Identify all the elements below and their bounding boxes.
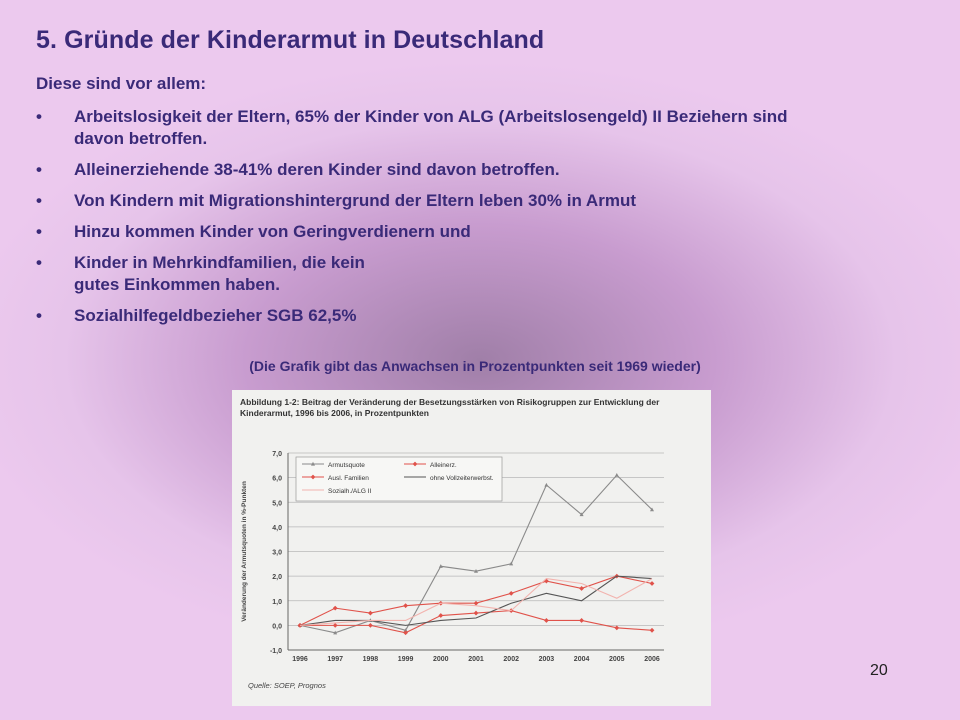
data-point <box>509 591 514 596</box>
bullet-dot: • <box>36 107 42 126</box>
bullet-dot: • <box>36 222 42 241</box>
y-tick-label: 4,0 <box>272 524 282 532</box>
bullet-text: Von Kindern mit Migrationshintergrund der Eltern leben 30% in Armut <box>74 191 636 210</box>
x-tick-label: 2003 <box>538 656 555 663</box>
data-point <box>403 603 408 608</box>
y-tick-label: 1,0 <box>272 598 282 606</box>
bullet-text: Arbeitslosigkeit der Eltern, 65% der Kinder von ALG (Arbeitslosengeld) II Beziehern sind davon betroffen. <box>74 107 788 148</box>
x-tick-label: 1999 <box>397 656 414 663</box>
data-point <box>579 586 584 591</box>
data-point <box>509 562 513 566</box>
data-point <box>368 611 373 616</box>
bullet-item <box>36 190 836 212</box>
data-point <box>650 628 655 633</box>
bullet-list <box>36 106 836 336</box>
page-number: 20 <box>870 662 888 679</box>
x-tick-label: 2001 <box>468 656 484 663</box>
bullet-item <box>36 221 836 243</box>
chart-figure <box>232 390 711 706</box>
bullet-item <box>36 305 836 327</box>
y-tick-label: -1,0 <box>269 648 282 655</box>
data-point <box>615 473 619 477</box>
bullet-text: Alleinerziehende 38-41% deren Kinder sind davon betroffen. <box>74 160 560 179</box>
x-tick-label: 1997 <box>327 656 343 663</box>
bullet-dot: • <box>36 191 42 210</box>
x-tick-label: 1996 <box>292 656 308 663</box>
data-point <box>474 611 479 616</box>
legend-label: Ausl. Familien <box>328 475 369 482</box>
data-point <box>650 581 655 586</box>
bullet-dot: • <box>36 160 42 179</box>
bullet-item <box>36 252 836 296</box>
data-point <box>333 623 338 628</box>
bullet-dot: • <box>36 253 42 272</box>
x-tick-label: 2004 <box>573 656 590 663</box>
x-tick-label: 1998 <box>362 656 379 663</box>
x-tick-label: 2000 <box>433 656 449 663</box>
data-point <box>403 630 408 635</box>
y-tick-label: 6,0 <box>272 475 282 483</box>
data-point <box>614 625 619 630</box>
data-point <box>474 601 479 606</box>
data-point <box>333 606 338 611</box>
bullet-text: Sozialhilfegeldbezieher SGB 62,5% <box>74 306 357 325</box>
bullet-item <box>36 106 836 150</box>
slide-intro: Diese sind vor allem: <box>36 74 207 93</box>
y-tick-label: 0,0 <box>272 623 282 631</box>
data-point <box>544 618 549 623</box>
legend-label: Sozialh./ALG II <box>328 488 372 495</box>
bullet-text: Kinder in Mehrkindfamilien, die kein gutes Einkommen haben. <box>74 253 365 294</box>
bullet-dot: • <box>36 306 42 325</box>
y-tick-label: 2,0 <box>272 574 282 582</box>
data-point <box>544 483 548 487</box>
x-tick-label: 2002 <box>503 656 519 663</box>
y-tick-label: 7,0 <box>272 451 282 458</box>
legend-label: Armutsquote <box>328 462 365 469</box>
chart-source: Quelle: SOEP, Prognos <box>248 681 326 690</box>
data-point <box>368 623 373 628</box>
legend-label: Alleinerz. <box>430 462 457 469</box>
y-tick-label: 3,0 <box>272 549 282 557</box>
x-tick-label: 2006 <box>644 656 660 663</box>
y-tick-label: 5,0 <box>272 500 282 508</box>
data-point <box>579 618 584 623</box>
y-axis-label: Veränderung der Armutsquoten in %-Punkten <box>241 481 248 622</box>
slide-title: 5. Gründe der Kinderarmut in Deutschland <box>36 26 545 54</box>
bullet-text: Hinzu kommen Kinder von Geringverdienern und <box>74 222 471 241</box>
chart-caption: (Die Grafik gibt das Anwachsen in Prozentpunkten seit 1969 wieder) <box>249 358 701 374</box>
bullet-item <box>36 159 836 181</box>
legend-label: ohne Vollzeiterwerbst. <box>430 475 494 482</box>
x-tick-label: 2005 <box>609 656 625 663</box>
chart-title: Abbildung 1-2: Beitrag der Veränderung der Besetzungsstärken von Risikogruppen zur Entwicklung der Kinderarmut, 1996 bis 2006, in Prozentpunkten <box>240 397 660 418</box>
line-chart <box>232 390 711 706</box>
data-point <box>438 613 443 618</box>
